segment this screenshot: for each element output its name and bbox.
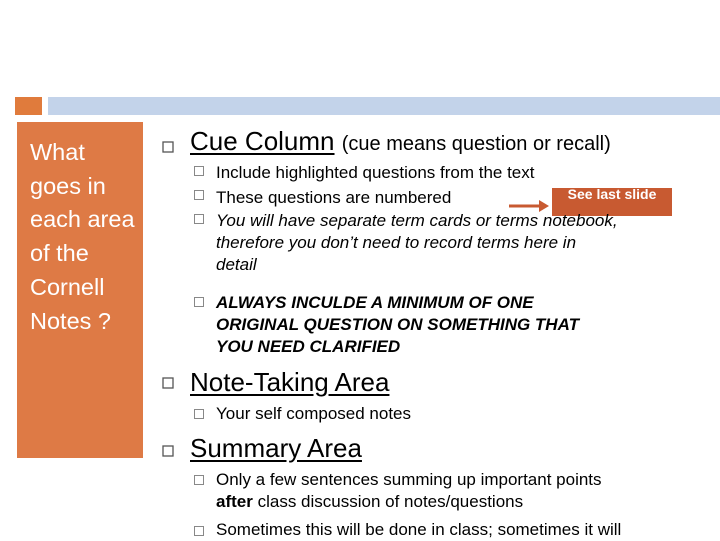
see-last-slide-callout: See last slide xyxy=(552,188,672,216)
summary-heading xyxy=(190,433,362,463)
cue-item-4-line-1: ALWAYS INCULDE A MINIMUM OF ONE xyxy=(216,293,534,312)
cue-item-2: These questions are numbered xyxy=(216,188,452,207)
summary-item-1-rest: class discussion of notes/questions xyxy=(252,492,524,511)
box-bullet-icon xyxy=(194,475,204,485)
cue-subtitle: (cue means question or recall) xyxy=(341,133,611,155)
notes-title: Note-Taking Area xyxy=(190,367,390,397)
cue-column-heading xyxy=(190,126,611,159)
cue-item-3-line-2: therefore you don’t need to record terms here in xyxy=(216,233,577,252)
square-bullet-icon xyxy=(162,445,174,457)
summary-item-2: Sometimes this will be done in class; sometimes it will xyxy=(216,520,622,539)
cue-item-1: Include highlighted questions from the text xyxy=(216,163,535,182)
square-bullet-icon xyxy=(162,141,174,153)
box-bullet-icon xyxy=(194,214,204,224)
cue-item-4-line-2: ORIGINAL QUESTION ON SOMETHING THAT xyxy=(216,315,579,334)
box-bullet-icon xyxy=(194,190,204,200)
title-bar xyxy=(48,97,720,115)
square-bullet-icon xyxy=(162,377,174,389)
box-bullet-icon xyxy=(194,409,204,419)
cue-item-4-line-3: YOU NEED CLARIFIED xyxy=(216,337,401,356)
box-bullet-icon xyxy=(194,297,204,307)
summary-item-1-line-1: Only a few sentences summing up important points xyxy=(216,470,602,489)
notes-item-1: Your self composed notes xyxy=(216,404,411,423)
question-text: What goes in each area of the Cornell Notes ? xyxy=(30,139,135,334)
note-taking-heading xyxy=(190,367,389,397)
cue-item-3-line-3: detail xyxy=(216,255,257,274)
cue-item-3-line-1: You will have separate term cards or terms notebook, xyxy=(216,211,618,230)
after-emphasis: after xyxy=(216,492,253,511)
cue-title: Cue Column xyxy=(190,126,335,156)
summary-title: Summary Area xyxy=(190,433,362,463)
title-bar-accent xyxy=(15,97,42,115)
box-bullet-icon xyxy=(194,526,204,536)
summary-item-1-line-2 xyxy=(216,491,523,513)
box-bullet-icon xyxy=(194,166,204,176)
